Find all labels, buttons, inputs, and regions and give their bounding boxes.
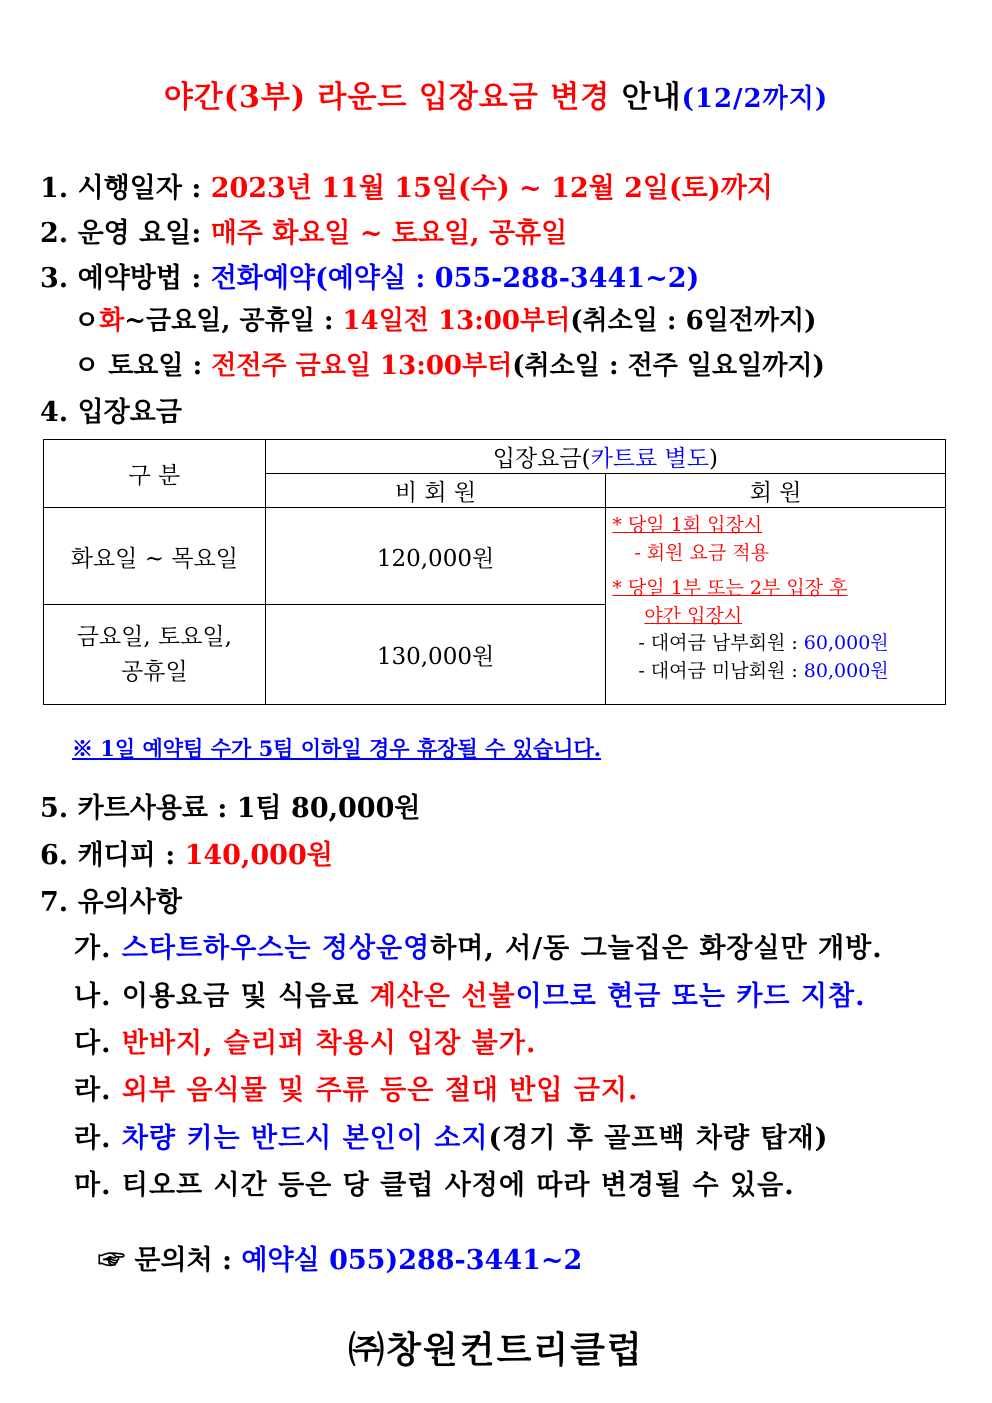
bullet: ㅇ [74, 306, 100, 336]
title-main: 야간(3부) 라운드 입장요금 변경 [163, 80, 611, 115]
notice-da [74, 1021, 536, 1060]
item-3a-red1: 화 [99, 306, 125, 336]
item-6-value: 140,000원 [184, 840, 333, 871]
item-2-label: 2. 운영 요일: [40, 218, 211, 249]
fee-header [265, 440, 945, 474]
notice-na [74, 974, 865, 1013]
notice-da-red: 반바지, 슬리퍼 착용시 입장 불가. [121, 1028, 537, 1059]
notice-ga-blue: 스타트하우스는 정상운영 [121, 933, 431, 964]
item-3b-black2: (취소일 : 전주 일요일까지) [512, 351, 825, 381]
nonmember-header: 비 회 원 [265, 474, 606, 508]
notice-ga-black: 하며, 서/동 그늘집은 화장실만 개방. [430, 933, 883, 964]
notice-ra1-red: 외부 음식물 및 주류 등은 절대 반입 금지. [121, 1075, 639, 1106]
notice-na-red: 계산은 선불 [369, 981, 516, 1012]
item-5: 5. 카트사용료 : 1팀 80,000원 [40, 793, 421, 824]
item-3-label: 3. 예약방법 : [40, 263, 211, 294]
notice-ra2-blue: 차량 키는 반드시 본인이 소지 [121, 1123, 489, 1154]
item-6 [40, 833, 333, 872]
item-4: 4. 입장요금 [40, 397, 182, 428]
member-note1: * 당일 1회 입장시 [612, 514, 763, 536]
fee-header-close: ) [708, 446, 718, 472]
item-3a [74, 300, 816, 337]
item-7: 7. 유의사항 [40, 887, 182, 918]
item-6-label: 6. 캐디피 : [40, 840, 185, 871]
notice-ra1 [74, 1068, 638, 1107]
page-title [0, 72, 992, 116]
item-3 [40, 256, 699, 295]
member-fee2-label: - 대여금 미남회원 : [638, 659, 804, 682]
notice-da-prefix: 다. [74, 1028, 122, 1059]
closure-note: ※ 1일 예약팀 수가 5팀 이하일 경우 휴장될 수 있습니다. [72, 736, 602, 761]
notice-ra2-prefix: 라. [74, 1123, 122, 1154]
notice-ra1-prefix: 라. [74, 1075, 122, 1106]
item-3a-black2: (취소일 : 6일전까지) [570, 306, 817, 336]
member-fee2-value: 80,000원 [803, 659, 889, 682]
row2-label [44, 605, 266, 705]
item-3b-red: 전전주 금요일 13:00부터 [211, 351, 513, 381]
pointing-hand-icon: ☞ 문의처 : [98, 1245, 242, 1276]
item-1-value: 2023년 11월 15일(수) ~ 12월 2일(토)까지 [210, 173, 773, 204]
row1-price: 120,000원 [265, 508, 606, 605]
member-header: 회 원 [606, 474, 946, 508]
notice-na-prefix: 나. 이용요금 및 식음료 [74, 981, 370, 1012]
fee-header-cart: 카트료 별도 [590, 446, 709, 472]
notice-ga [74, 926, 883, 965]
member-fee1-label: - 대여금 남부회원 : [638, 632, 804, 655]
member-note2-line1: * 당일 1부 또는 2부 입장 후 [612, 577, 848, 600]
item-3a-black1: ~금요일, 공휴일 : [124, 306, 343, 336]
notice-ra2-black: (경기 후 골프백 차량 탑재) [488, 1123, 829, 1154]
item-3-value: 전화예약(예약실 : 055-288-3441~2) [210, 263, 700, 294]
item-1-label: 1. 시행일자 : [40, 173, 211, 204]
item-3b-black1: 토요일 : [108, 351, 212, 381]
club-name: ㈜창원컨트리클럽 [348, 1329, 644, 1371]
row2-price: 130,000원 [265, 605, 606, 705]
item-1 [40, 166, 773, 205]
row2-label-line1: 금요일, 토요일, [76, 624, 232, 650]
category-header: 구 분 [44, 440, 266, 508]
fee-table [43, 439, 946, 705]
item-3a-red2: 14일전 13:00부터 [342, 306, 571, 336]
row2-label-line2: 공휴일 [121, 658, 188, 685]
item-3b [74, 345, 825, 382]
member-fee1 [612, 630, 939, 658]
notice-ra2 [74, 1116, 828, 1155]
item-2-value: 매주 화요일 ~ 토요일, 공휴일 [210, 218, 568, 249]
title-guide: 안내 [610, 80, 682, 115]
bullet: ㅇ [74, 351, 100, 381]
notice-na-blue: 이므로 현금 또는 카드 지참. [515, 981, 866, 1012]
member-note2-line2: 야간 입장시 [644, 604, 743, 627]
member-fee2 [612, 658, 939, 686]
member-fee1-value: 60,000원 [803, 632, 889, 655]
item-2 [40, 211, 567, 250]
contact-line [98, 1238, 582, 1277]
notice-ma: 마. 티오프 시간 등은 당 클럽 사정에 따라 변경될 수 있음. [74, 1170, 795, 1201]
fee-header-text: 입장요금( [492, 446, 591, 472]
contact-value: 예약실 055)288-3441~2 [241, 1245, 583, 1276]
title-date: (12/2까지) [681, 84, 829, 114]
member-note1-sub: - 회원 요금 적용 [634, 541, 769, 564]
notice-ga-prefix: 가. [74, 933, 122, 964]
member-cell [606, 508, 946, 705]
row1-label: 화요일 ~ 목요일 [44, 508, 266, 605]
